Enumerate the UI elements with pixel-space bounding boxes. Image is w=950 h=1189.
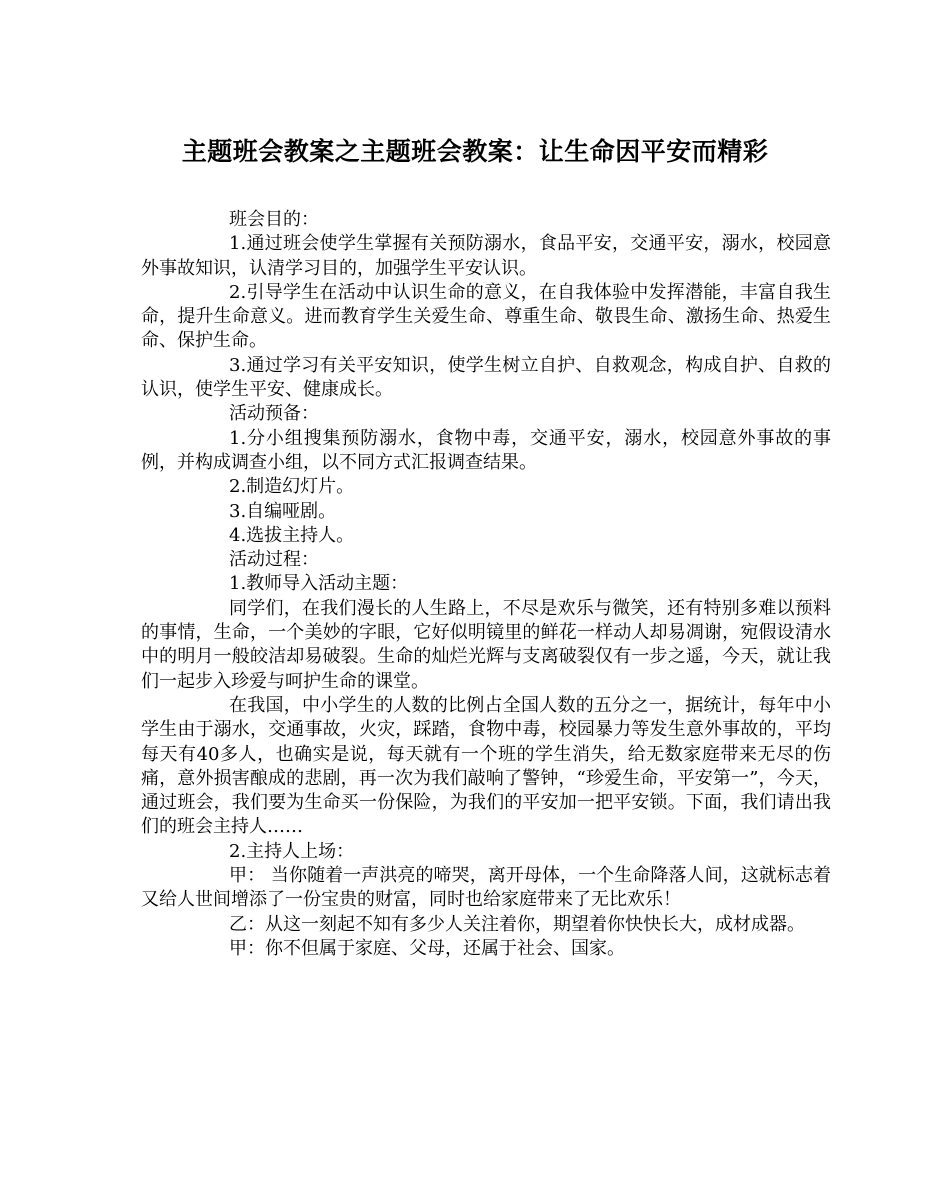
document-title: 主题班会教案之主题班会教案：让生命因平安而精彩 bbox=[181, 137, 769, 166]
paragraph-preparation-heading: 活动预备： bbox=[229, 403, 319, 425]
paragraph-preparation-1: 1.分小组搜集预防溺水，食物中毒，交通平安，溺水，校园意外事故的事例，并构成调查小组，以不同方式汇报调查结果。 bbox=[141, 427, 831, 473]
paragraph-purpose-2: 2.引导学生在活动中认识生命的意义，在自我体验中发挥潜能，丰富自我生命，提升生命意义。进而教育学生关爱生命、尊重生命、敬畏生命、激扬生命、热爱生命、保护生命。 bbox=[141, 281, 831, 352]
paragraph-process-2: 2.主持人上场： bbox=[229, 840, 355, 862]
paragraph-process-heading: 活动过程： bbox=[229, 549, 319, 571]
paragraph-preparation-2: 2.制造幻灯片。 bbox=[229, 476, 355, 498]
paragraph-purpose-3: 3.通过学习有关平安知识，使学生树立自护、自救观念，构成自护、自救的认识，使学生平安、健康成长。 bbox=[141, 354, 831, 401]
paragraph-statistics: 在我国，中小学生的人数的比例占全国人数的五分之一，据统计，每年中小学生由于溺水，交通事故，火灾，踩踏，食物中毒，校园暴力等发生意外事故的，平均每天有40多人，也确实是说，每天就有一个班的学生消失，给无数家庭带来无尽的伤痛，意外损害酿成的悲剧，再一次为我们敲响了警钟，“珍爱生命，平安第一”，今天，通过班会，我们要为生命买一份保险，为我们的平安加一把平安锁。下面，我们请出我们的班会主持人…… bbox=[141, 694, 831, 838]
paragraph-purpose-heading: 班会目的： bbox=[229, 209, 319, 230]
paragraph-host-b-1: 乙：从这一刻起不知有多少人关注着你，期望着你快快长大，成材成器。 bbox=[229, 913, 805, 935]
paragraph-host-a-2: 甲：你不但属于家庭、父母，还属于社会、国家。 bbox=[229, 937, 625, 959]
document-body bbox=[141, 208, 831, 961]
paragraph-process-1: 1.教师导入活动主题： bbox=[229, 573, 409, 595]
paragraph-host-a-1: 甲： 当你随着一声洪亮的啼哭，离开母体，一个生命降落人间，这就标志着又给人世间增添了一份宝贵的财富，同时也给家庭带来了无比欢乐！ bbox=[141, 865, 831, 911]
paragraph-preparation-4: 4.选拔主持人。 bbox=[229, 524, 355, 546]
paragraph-purpose-1: 1.通过班会使学生掌握有关预防溺水，食品平安，交通平安，溺水，校园意外事故知识，认清学习目的，加强学生平安认识。 bbox=[141, 233, 831, 279]
paragraph-intro-speech: 同学们，在我们漫长的人生路上，不尽是欢乐与微笑，还有特别多难以预料的事情，生命，一个美妙的字眼，它好似明镜里的鲜花一样动人却易凋谢，宛假设清水中的明月一般皎洁却易破裂。生命的灿烂光辉与支离破裂仅有一步之遥，今天，就让我们一起步入珍爱与呵护生命的课堂。 bbox=[141, 597, 831, 692]
paragraph-preparation-3: 3.自编哑剧。 bbox=[229, 500, 337, 522]
